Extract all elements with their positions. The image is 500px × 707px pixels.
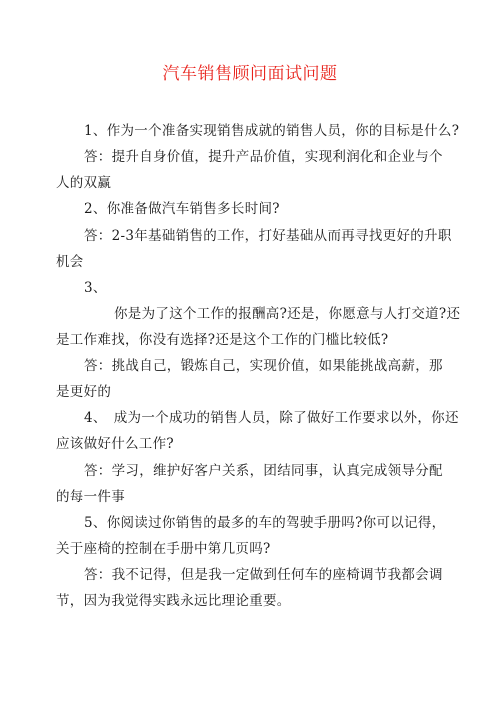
question-3-line-1: 你是为了这个工作的报酬高?还是，你愿意与人打交道?还 bbox=[114, 306, 461, 322]
answer-1-line-1: 答：提升自身价值，提升产品价值，实现利润化和企业与个 bbox=[84, 149, 443, 165]
question-5-line-1: 5、你阅读过你销售的最多的车的驾驶手册吗?你可以记得， bbox=[84, 515, 446, 531]
question-1-line-1: 1、作为一个准备实现销售成就的销售人员，你的目标是什么? bbox=[84, 123, 460, 139]
question-4-line-1: 4、 成为一个成功的销售人员，除了做好工作要求以外，你还 bbox=[84, 410, 459, 426]
answer-1-line-2: 人的双赢 bbox=[56, 175, 112, 191]
answer-4-line-1: 答：学习，维护好客户关系，团结同事，认真完成领导分配 bbox=[84, 463, 443, 479]
answer-5-line-1: 答：我不记得，但是我一定做到任何车的座椅调节我都会调 bbox=[84, 567, 443, 583]
answer-3-line-2: 是更好的 bbox=[56, 384, 112, 400]
document-title: 汽车销售顾问面试问题 bbox=[162, 64, 338, 84]
question-3-number: 3、 bbox=[84, 280, 107, 296]
question-4-line-2: 应该做好什么工作? bbox=[56, 436, 174, 452]
question-3-line-2: 是工作难找，你没有选择?还是这个工作的门槛比较低? bbox=[56, 332, 389, 348]
answer-2-line-1: 答：2-3年基础销售的工作，打好基础从而再寻找更好的升职 bbox=[84, 228, 452, 244]
question-5-line-2: 关于座椅的控制在手册中第几页吗? bbox=[56, 541, 271, 557]
answer-4-line-2: 的每一件事 bbox=[56, 489, 125, 505]
question-2-line-1: 2、你准备做汽车销售多长时间? bbox=[84, 201, 280, 217]
answer-5-line-2: 节，因为我觉得实践永远比理论重要。 bbox=[56, 593, 291, 609]
answer-2-line-2: 机会 bbox=[56, 254, 84, 270]
answer-3-line-1: 答：挑战自己，锻炼自己，实现价值，如果能挑战高薪，那 bbox=[84, 358, 443, 374]
